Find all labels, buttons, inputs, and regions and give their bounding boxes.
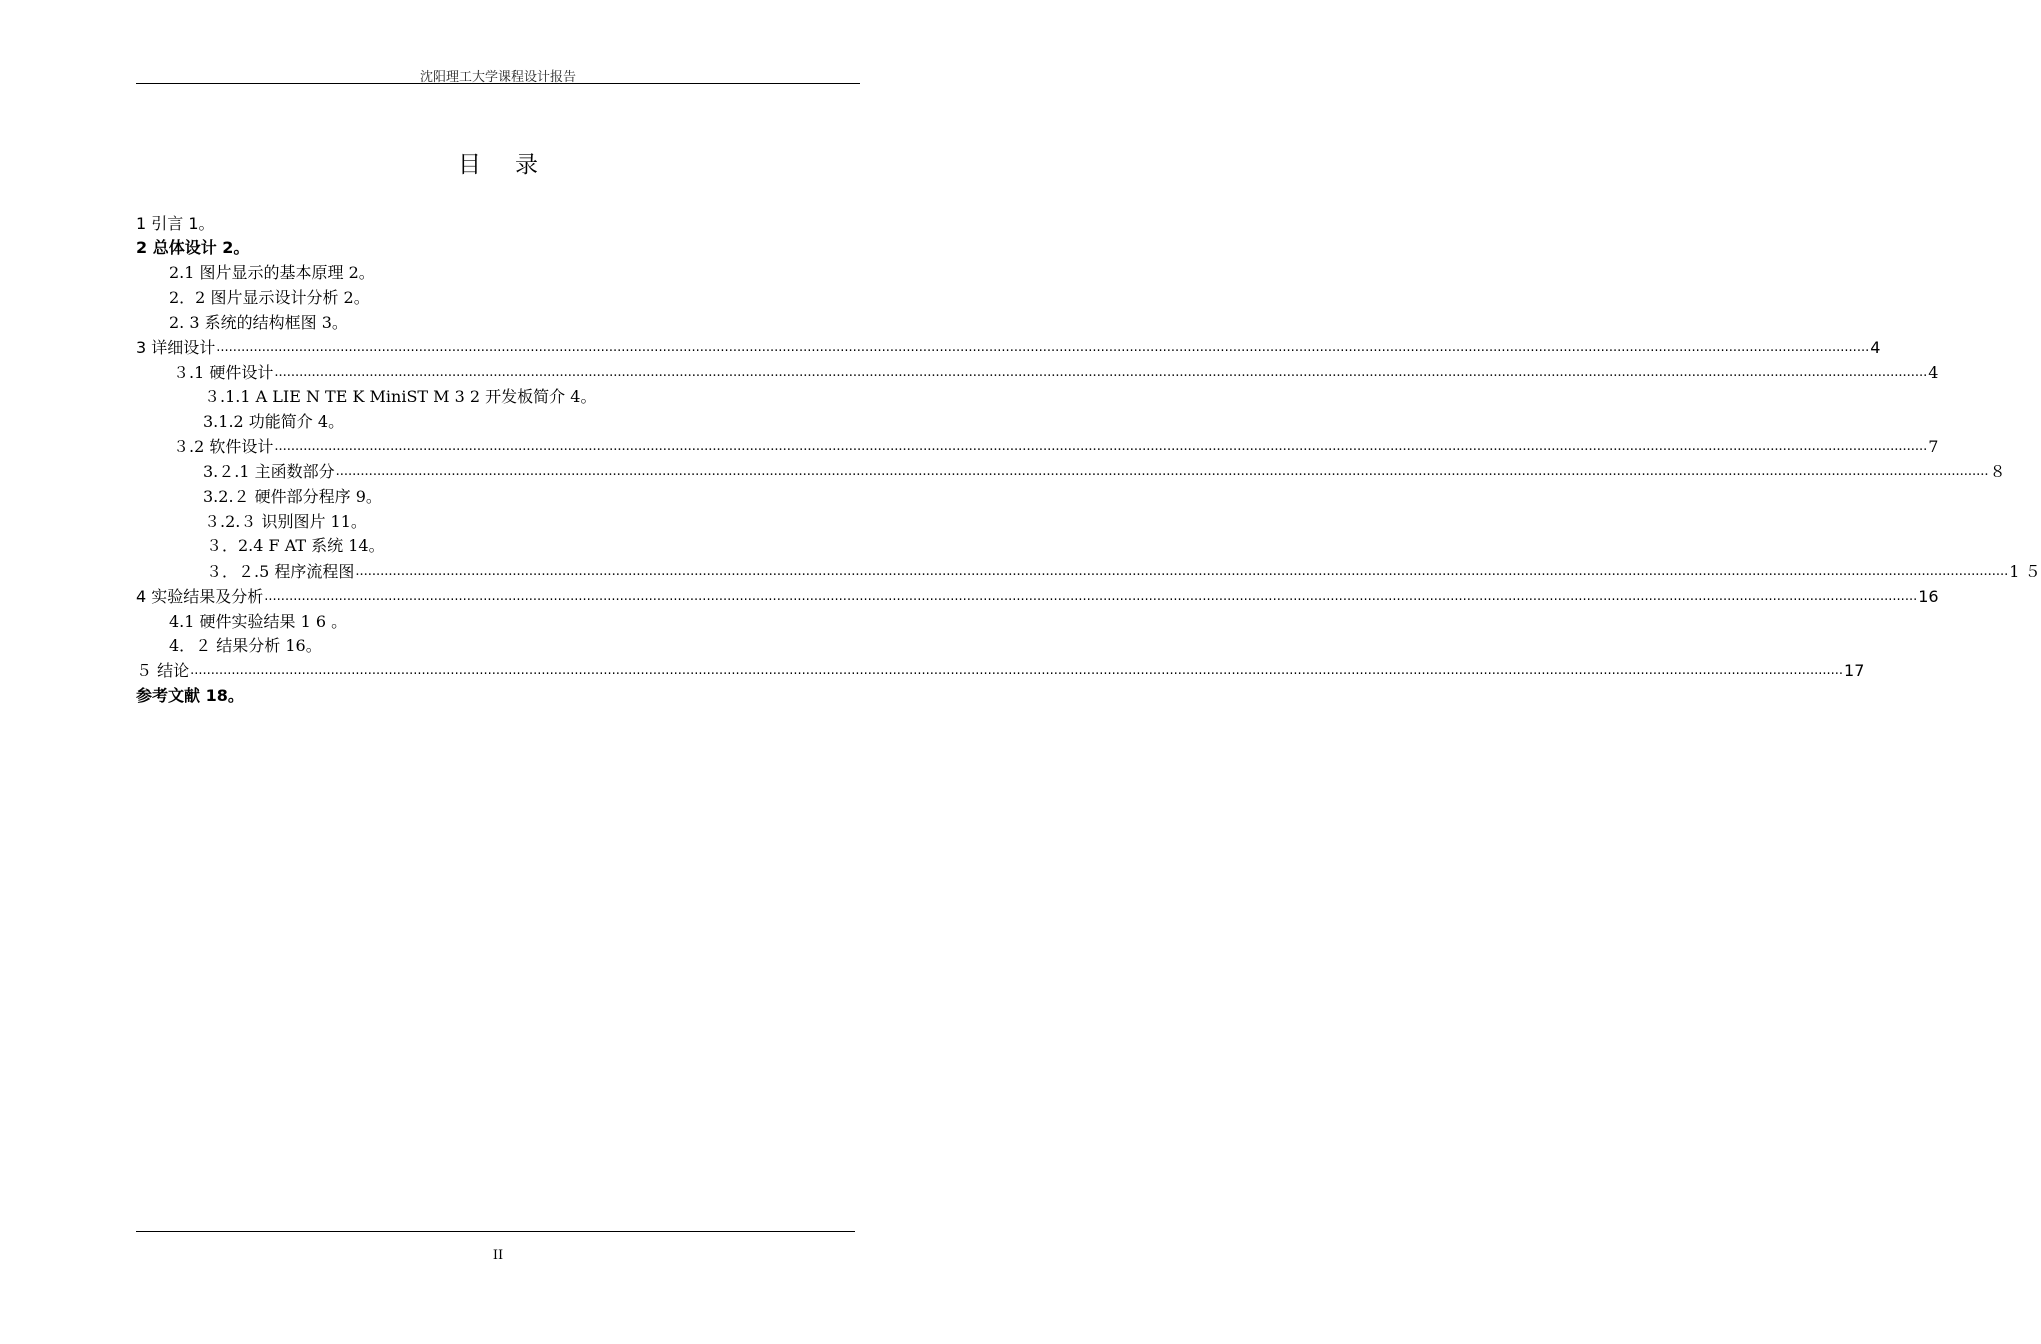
- toc-entry-page: 16: [1918, 587, 1939, 606]
- toc-entry[interactable]: [203, 460, 2006, 484]
- toc-entry-page: 17: [1844, 661, 1865, 680]
- toc-entry[interactable]: [204, 510, 860, 534]
- toc-entry-label: ３.1.1 A LIE N TE K MiniST M 3 2 开发板简介 4。: [204, 387, 597, 406]
- toc-entry[interactable]: [173, 435, 1939, 459]
- toc-entry-page: ８: [1989, 462, 2006, 481]
- toc-entry-label: 2. 3 系统的结构框图 3。: [169, 313, 348, 332]
- toc-entry-label: 2．2 图片显示设计分析 2。: [169, 288, 370, 307]
- toc-leader-dots: ................................................................................................................................................................................................................................................................................................................................................................................................................: [335, 464, 1989, 479]
- toc-entry[interactable]: [136, 236, 860, 260]
- toc-entry-label: 4．２ 结果分析 16。: [169, 636, 322, 655]
- toc-entry-label: 3.1.2 功能简介 4。: [203, 412, 345, 431]
- toc-entry[interactable]: [204, 385, 860, 409]
- toc-entry[interactable]: [206, 534, 860, 558]
- toc-entry-label: 3 详细设计: [136, 338, 216, 357]
- toc-entry[interactable]: [173, 361, 1939, 385]
- toc-entry[interactable]: [169, 261, 860, 285]
- toc-entry-label: ３.2 软件设计: [173, 437, 274, 456]
- toc-entry-label: 1 引言 1。: [136, 214, 215, 233]
- toc-entry[interactable]: [169, 311, 860, 335]
- toc-entry[interactable]: [203, 485, 860, 509]
- toc-entry-label: ５ 结论: [136, 661, 190, 680]
- toc-entry-label: 3.2.２ 硬件部分程序 9。: [203, 487, 382, 506]
- toc-entry-label: ３.1 硬件设计: [173, 363, 274, 382]
- toc-leader-dots: ................................................................................................................................................................................................................................................................................................................................................................................................................: [355, 564, 2009, 579]
- toc-entry-label: 2 总体设计 2。: [136, 238, 250, 257]
- toc-entry-label: 参考文献 18。: [136, 686, 244, 705]
- toc-leader-dots: ................................................................................................................................................................................................................................................................................................................................................................................................................: [216, 340, 1870, 355]
- toc-leader-dots: ................................................................................................................................................................................................................................................................................................................................................................................................................: [190, 663, 1844, 678]
- toc-entry[interactable]: [169, 286, 860, 310]
- toc-entry-page: 1 ５: [2009, 562, 2041, 581]
- toc-entry[interactable]: [169, 610, 860, 634]
- toc-entry[interactable]: [203, 410, 860, 434]
- toc-entry[interactable]: [136, 684, 860, 708]
- toc-leader-dots: ................................................................................................................................................................................................................................................................................................................................................................................................................: [274, 439, 1928, 454]
- toc-leader-dots: ................................................................................................................................................................................................................................................................................................................................................................................................................: [274, 365, 1928, 380]
- page-number: II: [492, 1248, 504, 1263]
- toc-entry-label: 3.２.1 主函数部分: [203, 462, 335, 481]
- header-rule: [136, 83, 860, 84]
- toc-entry-label: ３．２.5 程序流程图: [206, 562, 355, 581]
- footer-rule: [136, 1231, 855, 1232]
- toc-entry[interactable]: [136, 585, 1939, 609]
- toc-entry-label: 2.1 图片显示的基本原理 2。: [169, 263, 375, 282]
- page-header: 沈阳理工大学课程设计报告: [419, 70, 576, 85]
- toc-entry[interactable]: [136, 659, 1865, 683]
- toc-entry[interactable]: [169, 634, 860, 658]
- toc-entry-page: 4: [1870, 338, 1881, 357]
- toc-entry-page: 4: [1928, 363, 1939, 382]
- toc-title: 目录: [458, 152, 572, 178]
- toc-entry[interactable]: [136, 336, 1881, 360]
- toc-entry-page: 7: [1928, 437, 1939, 456]
- toc-entry[interactable]: [206, 560, 2041, 584]
- toc-entry-label: ３．2.4 F AT 系统 14。: [206, 536, 385, 555]
- toc-entry-label: ３.2.３ 识别图片 11。: [204, 512, 367, 531]
- toc-entry-label: 4 实验结果及分析: [136, 587, 264, 606]
- toc-entry-label: 4.1 硬件实验结果 1 6 。: [169, 612, 348, 631]
- toc-leader-dots: ................................................................................................................................................................................................................................................................................................................................................................................................................: [264, 589, 1918, 604]
- toc-entry[interactable]: [136, 212, 860, 236]
